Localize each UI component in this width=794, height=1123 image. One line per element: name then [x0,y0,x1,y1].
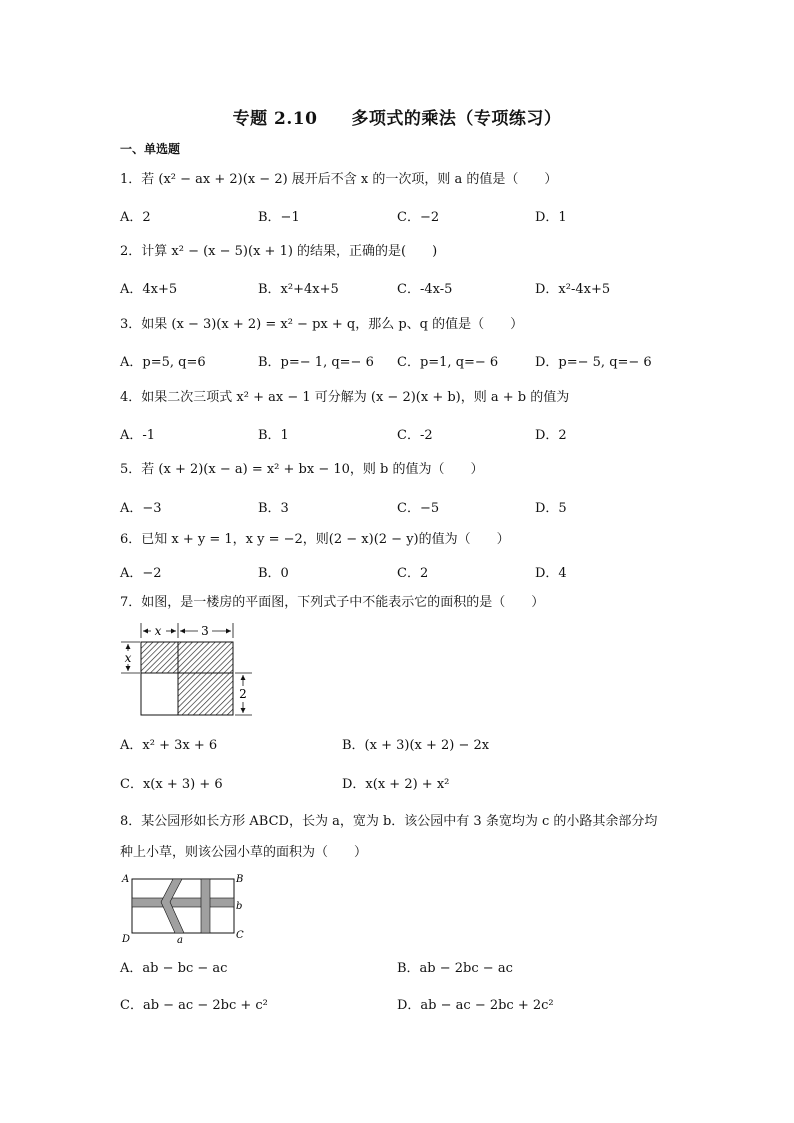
dim-left-x: x [124,651,132,665]
label-a: a [177,935,183,946]
option-a: A．ab − bc − ac [120,961,228,976]
question-1: 1．若 (x² − ax + 2)(x − 2) 展开后不含 x 的一次项，则 a 的值是（ ） [120,172,558,187]
corner-a: A [122,874,130,885]
option-b: B．1 [258,428,289,443]
corner-d: D [122,934,131,945]
option-b: B．(x + 3)(x + 2) − 2x [342,738,490,753]
question-8-options-row1 [120,957,680,977]
option-d: D．x(x + 2) + x² [342,777,450,792]
option-c: C．p=1, q=− 6 [397,355,499,370]
question-2: 2．计算 x² − (x − 5)(x + 1) 的结果，正确的是( ) [120,244,438,259]
option-c: C．−2 [397,210,440,225]
question-7: 7．如图，是一楼房的平面图，下列式子中不能表示它的面积的是（ ） [120,595,545,610]
option-b: B．p=− 1, q=− 6 [258,355,374,370]
option-a: A．p=5, q=6 [120,355,206,370]
question-5-options [120,497,680,517]
option-a: A．4x+5 [120,282,178,297]
question-6-options [120,562,680,582]
option-a: A．x² + 3x + 6 [120,738,218,753]
dim-right-2: 2 [239,687,247,701]
title-topic: 多项式的乘法（专项练习） [351,109,562,129]
option-a: A．-1 [120,428,156,443]
room-top-left [141,642,178,673]
horizontal-path [132,898,234,907]
option-d: D．ab − ac − 2bc + 2c² [397,998,554,1013]
option-b: B．ab − 2bc − ac [397,961,513,976]
dim-top-3: 3 [201,624,209,638]
question-8-line-2: 种上小草，则该公园小草的面积为（ ） [120,845,368,860]
figure-8-park [118,870,253,948]
question-4: 4．如果二次三项式 x² + ax − 1 可分解为 (x − 2)(x + b)，则 a + b 的值为 [120,390,570,405]
label-b: b [236,901,243,912]
option-b: B．−1 [258,210,300,225]
option-b: B．0 [258,566,289,581]
question-8-line-1: 8．某公园形如长方形 ABCD，长为 a，宽为 b．该公园中有 3 条宽均为 c 的小路其余部分均 [120,814,658,829]
option-a: A．−2 [120,566,162,581]
dim-top-x: x [154,624,162,638]
corner-b: B [236,874,244,885]
question-3: 3．如果 (x − 3)(x + 2) = x² − px + q，那么 p、q 的值是（ ） [120,317,524,332]
question-3-options [120,351,680,371]
question-7-options-row2 [120,773,680,793]
room-top-right [178,642,233,673]
page-title [0,104,794,129]
option-c: C．ab − ac − 2bc + c² [120,998,268,1013]
option-c: C．2 [397,566,429,581]
corner-c: C [236,930,244,941]
option-b: B．x²+4x+5 [258,282,339,297]
title-number: 专题 2.10 [232,109,318,129]
room-bottom-left [141,673,178,715]
option-d: D．2 [535,428,567,443]
option-a: A．2 [120,210,151,225]
option-d: D．p=− 5, q=− 6 [535,355,652,370]
option-d: D．5 [535,501,567,516]
question-6: 6．已知 x + y = 1，x y = −2，则(2 − x)(2 − y)的值为（ ） [120,532,510,547]
option-c: C．−5 [397,501,440,516]
section-heading: 一、单选题 [120,142,181,156]
option-c: C．-2 [397,428,433,443]
vertical-path [201,879,210,933]
question-1-options [120,206,680,226]
option-d: D．x²-4x+5 [535,282,611,297]
question-8-options-row2 [120,994,680,1014]
question-7-options-row1 [120,734,680,754]
option-c: C．x(x + 3) + 6 [120,777,223,792]
room-bottom-right [178,673,233,715]
question-2-options [120,278,680,298]
question-5: 5．若 (x + 2)(x − a) = x² + bx − 10，则 b 的值为（ ） [120,462,484,477]
figure-7-floor-plan [118,620,263,720]
question-4-options [120,424,680,444]
option-c: C．-4x-5 [397,282,453,297]
option-a: A．−3 [120,501,162,516]
option-d: D．4 [535,566,567,581]
option-d: D．1 [535,210,567,225]
option-b: B．3 [258,501,289,516]
